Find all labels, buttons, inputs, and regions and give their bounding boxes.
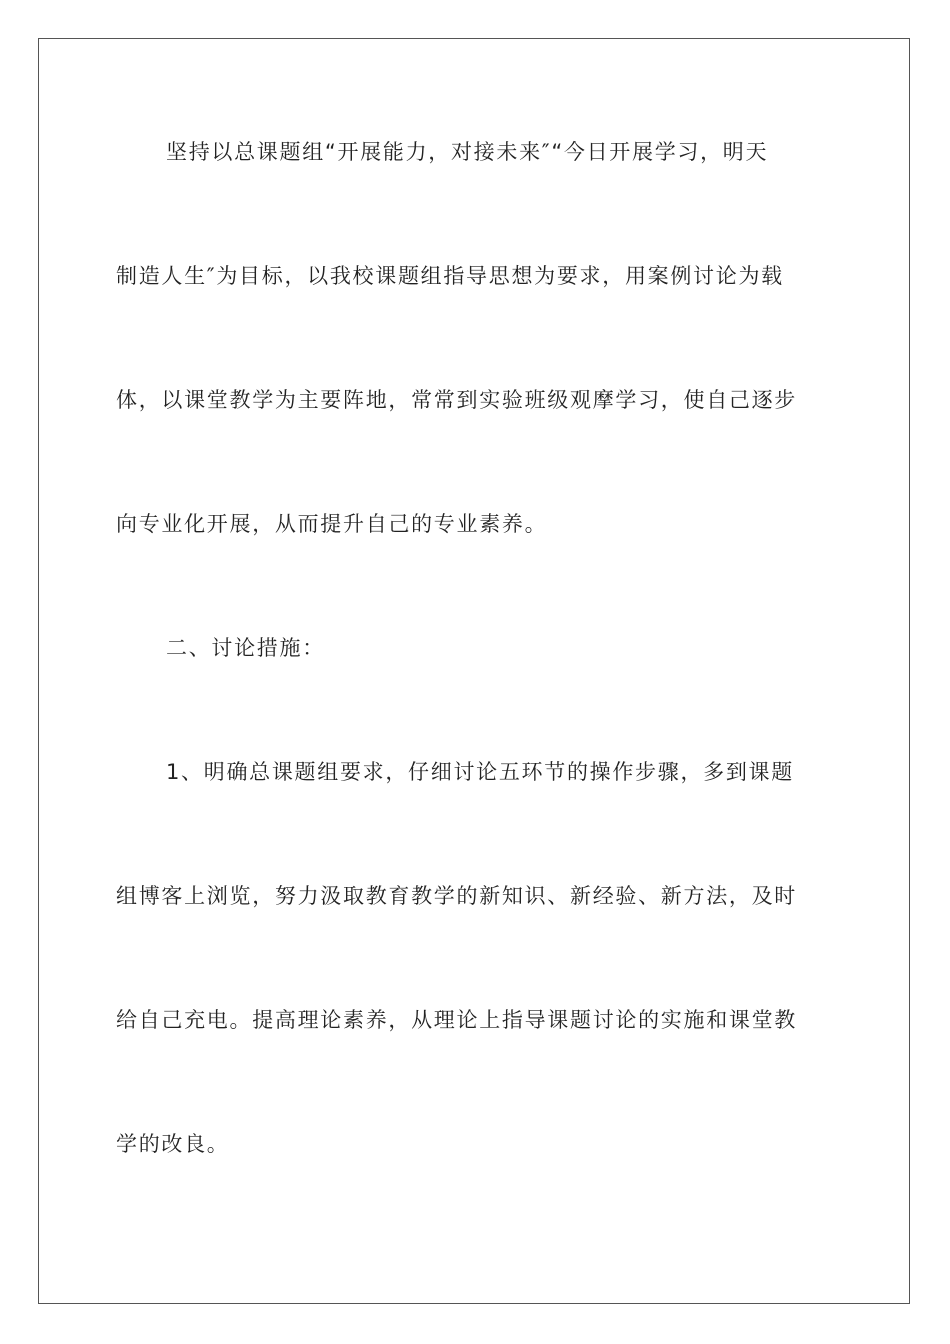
paragraph-1-line-4: 向专业化开展，从而提升自己的专业素养。 [116,512,548,536]
section-heading: 二、讨论措施： [166,636,325,660]
paragraph-1-line-2: 制造人生″为目标，以我校课题组指导思想为要求，用案例讨论为载 [116,264,784,288]
paragraph-1-line-1: 坚持以总课题组“开展能力，对接未来″“今日开展学习，明天 [166,140,769,164]
paragraph-2-line-1: 1、明确总课题组要求，仔细讨论五环节的操作步骤，多到课题 [166,760,794,784]
page-border [38,38,910,1304]
paragraph-1-line-3: 体，以课堂教学为主要阵地，常常到实验班级观摩学习，使自己逐步 [116,388,797,412]
paragraph-2-line-2: 组博客上浏览，努力汲取教育教学的新知识、新经验、新方法，及时 [116,884,797,908]
paragraph-2-line-4: 学的改良。 [116,1132,230,1156]
paragraph-2-line-3: 给自己充电。提高理论素养，从理论上指导课题讨论的实施和课堂教 [116,1008,797,1032]
